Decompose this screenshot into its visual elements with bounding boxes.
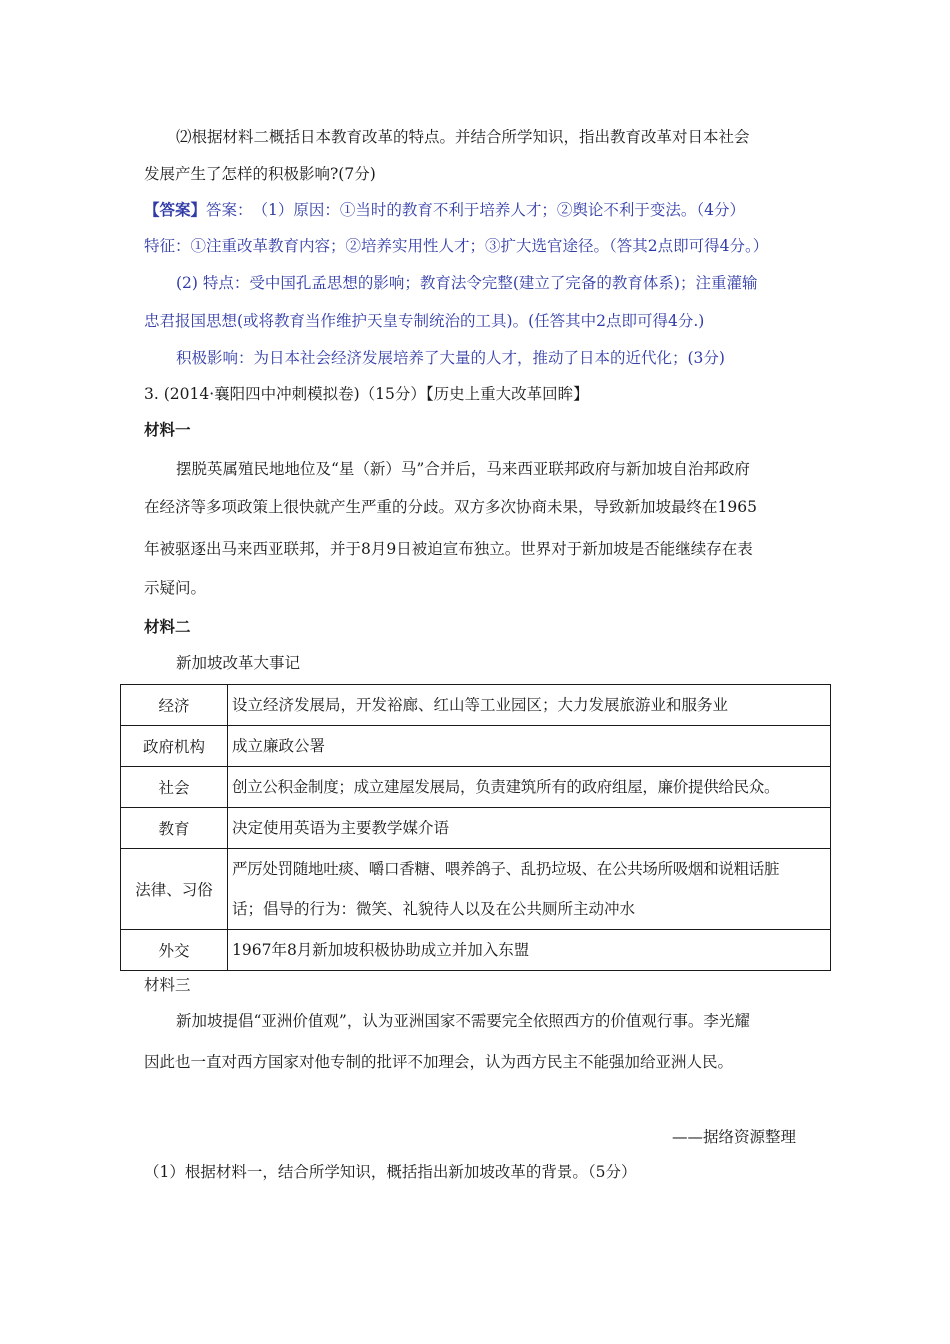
table-row [121, 849, 831, 930]
table-cell-content: 决定使用英语为主要教学媒介语 [228, 808, 831, 849]
material-3-line-2: 因此也一直对西方国家对他专制的批评不加理会，认为西方民主不能强加给亚洲人民。 [144, 1053, 734, 1071]
answer-line-4: 忠君报国思想(或将教育当作维护天皇专制统治的工具)。(任答其中2点即可得4分.) [144, 312, 705, 330]
table-row [121, 808, 831, 849]
question-3-part-1: （1）根据材料一，结合所学知识，概括指出新加坡改革的背景。（5分） [144, 1163, 637, 1181]
table-cell-category: 外交 [121, 930, 228, 971]
material-1-line-1: 摆脱英属殖民地地位及“星（新）马”合并后，马来西亚联邦政府与新加坡自治邦政府 [176, 460, 750, 478]
material-1-line-4: 示疑问。 [144, 579, 207, 597]
answer-line-1-text: 答案： （1）原因：①当时的教育不利于培养人才；②舆论不利于变法。（4分） [206, 201, 745, 219]
table-cell-content-line-1: 严厉处罚随地吐痰、嚼口香糖、喂养鸽子、乱扔垃圾、在公共场所吸烟和说粗话脏 [232, 860, 780, 878]
material-2-subtitle: 新加坡改革大事记 [176, 654, 301, 672]
question-2-line-2: 发展产生了怎样的积极影响?(7分) [144, 165, 376, 183]
material-1-line-3: 年被驱逐出马来西亚联邦，并于8月9日被迫宣布独立。世界对于新加坡是否能继续存在表 [144, 540, 753, 558]
material-1-title: 材料一 [144, 420, 191, 439]
table-cell-content: 设立经济发展局，开发裕廊、红山等工业园区；大力发展旅游业和服务业 [228, 685, 831, 726]
question-2-line-1: ⑵根据材料二概括日本教育改革的特点。并结合所学知识，指出教育改革对日本社会 [176, 128, 750, 146]
material-2-title: 材料二 [144, 617, 191, 636]
reform-events-table [120, 684, 831, 971]
answer-line-1 [144, 200, 745, 220]
table-cell-content [228, 849, 831, 930]
answer-line-5: 积极影响：为日本社会经济发展培养了大量的人才，推动了日本的近代化；(3分) [176, 349, 725, 367]
table-cell-content: 创立公积金制度；成立建屋发展局，负责建筑所有的政府组屋，廉价提供给民众。 [228, 767, 831, 808]
table-cell-category: 经济 [121, 685, 228, 726]
material-3-line-1: 新加坡提倡“亚洲价值观”，认为亚洲国家不需要完全依照西方的价值观行事。李光耀 [176, 1012, 750, 1030]
table-row [121, 726, 831, 767]
table-cell-content: 1967年8月新加坡积极协助成立并加入东盟 [228, 930, 831, 971]
table-cell-category: 教育 [121, 808, 228, 849]
material-3-title: 材料三 [144, 976, 191, 994]
table-cell-content-line-2: 话；倡导的行为：微笑、礼貌待人以及在公共厕所主动冲水 [232, 900, 636, 918]
table-row [121, 930, 831, 971]
table-row [121, 685, 831, 726]
answer-tag: 【答案】 [144, 200, 207, 219]
question-3-header: 3. (2014·襄阳四中冲刺模拟卷)（15分）【历史上重大改革回眸】 [144, 385, 589, 403]
answer-line-3: (2) 特点：受中国孔孟思想的影响；教育法令完整(建立了完备的教育体系)；注重灌输 [176, 274, 758, 292]
table-cell-category: 社会 [121, 767, 228, 808]
table-cell-content: 成立廉政公署 [228, 726, 831, 767]
table-cell-category: 政府机构 [121, 726, 228, 767]
table-row [121, 767, 831, 808]
material-1-line-2: 在经济等多项政策上很快就产生严重的分歧。双方多次协商未果，导致新加坡最终在1965 [144, 498, 757, 516]
answer-line-2: 特征：①注重改革教育内容；②培养实用性人才；③扩大选官途径。（答其2点即可得4分。） [144, 237, 769, 255]
table-cell-category: 法律、习俗 [121, 849, 228, 930]
material-3-source: ——据络资源整理 [672, 1128, 797, 1146]
